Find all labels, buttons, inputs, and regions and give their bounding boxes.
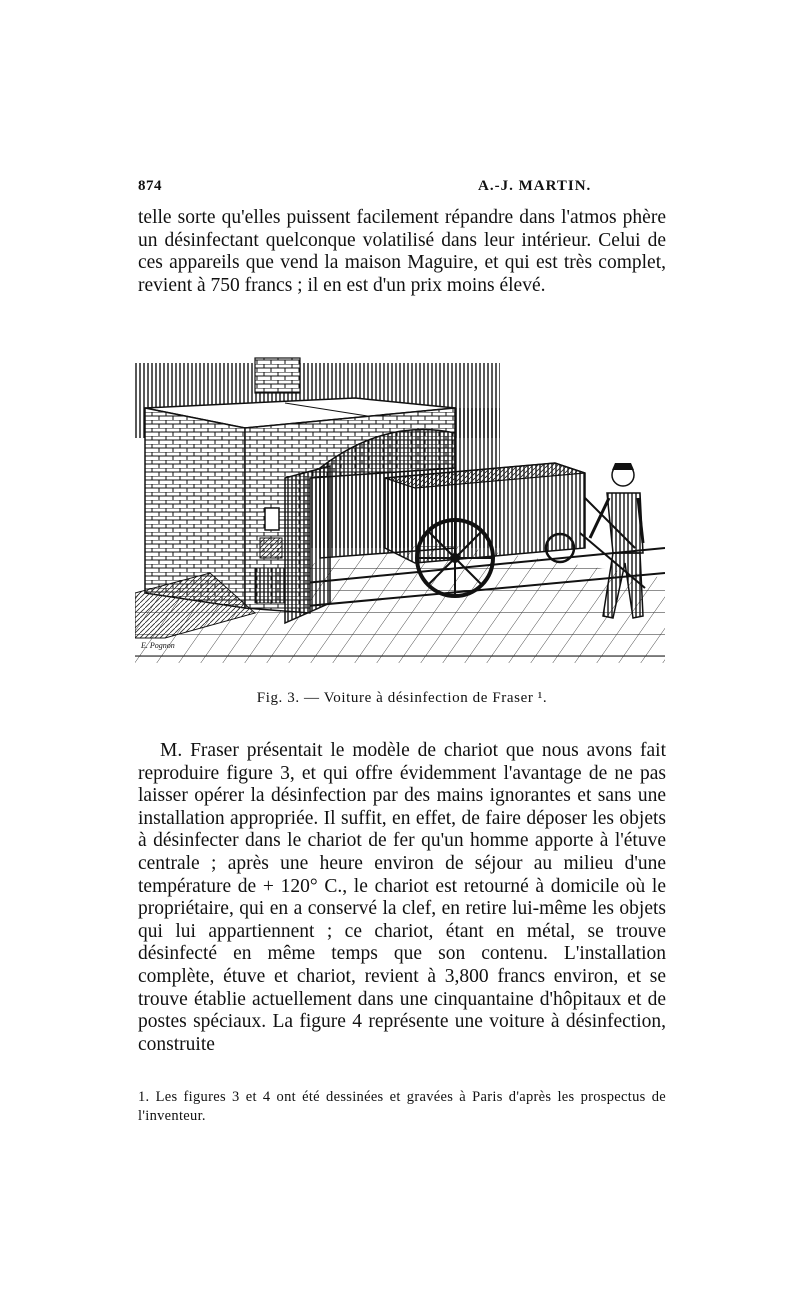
paragraph-main: M. Fraser présentait le modèle de chariot que nous avons fait reproduire figure 3, et qui offre évidemment l'avantage de ne pas laisser opérer la désinfection par des mains ignorantes et sans une installation appropriée. Il suffit, en effet, de faire déposer les objets à désinfecter dans le chariot de fer qu'un homme apporte à l'étuve centrale ; après une heure environ de séjour au milieu d'une température de + 120° C., le chariot est retourné à domicile où le propriétaire, qui en a conservé la clef, en retire lui-même les objets qui lui appartiennent ; ce chariot, étant en métal, se trouve désinfecté en même temps que son contenu. L'installation complète, étuve et chariot, revient à 3,800 francs environ, et se trouve établie actuellement dans une cinquantaine d'hôpitaux et de postes spéciaux. La figure 4 représente une voiture à désinfection, construite xyxy=(138,740,666,1055)
paragraph-top: telle sorte qu'elles puissent facilement répandre dans l'atmos phère un désinfectant quelconque volatilisé dans leur intérieur. Celui de ces appareils que vend la maison Maguire, et qui est très complet, revient à 750 francs ; il en est d'un prix moins élevé. xyxy=(138,207,666,296)
figure-caption: Fig. 3. — Voiture à désinfection de Fraser ¹. xyxy=(256,690,548,706)
engraving-illustration xyxy=(135,348,665,663)
page-number: 874 xyxy=(138,178,162,194)
page-header xyxy=(138,178,668,200)
oven-door xyxy=(285,466,330,623)
running-title: A.-J. MARTIN. xyxy=(478,178,592,194)
engraver-signature: E. Pognon xyxy=(141,641,175,650)
cart-wheel xyxy=(417,520,493,596)
figure-disinfection-cart xyxy=(135,348,665,663)
footnote: 1. Les figures 3 et 4 ont été dessinées et gravées à Paris d'après les prospectus de l'inventeur. xyxy=(138,1089,666,1124)
chimney xyxy=(255,358,300,393)
